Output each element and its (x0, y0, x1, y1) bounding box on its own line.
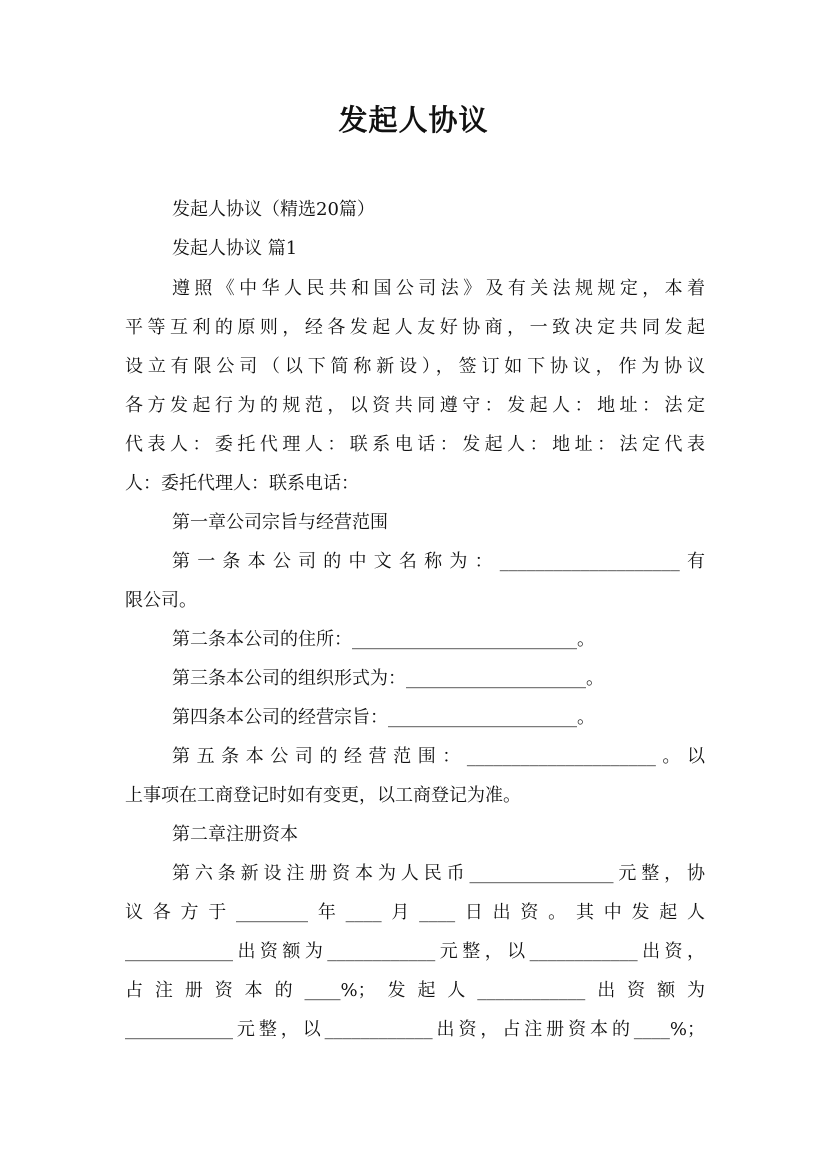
paragraph-line: 平等互利的原则，经各发起人友好协商，一致决定共同发起 (125, 317, 705, 338)
clause-line: 第三条本公司的组织形式为：____________________。 (172, 668, 604, 689)
paragraph-line: 遵照《中华人民共和国公司法》及有关法规规定，本着 (172, 278, 705, 299)
clause-line: 第六条新设注册资本为人民币________________元整，协 (172, 863, 705, 884)
paragraph-line: 代表人：委托代理人：联系电话：发起人：地址：法定代表 (125, 434, 705, 455)
section-heading: 发起人协议 篇1 (172, 238, 298, 259)
paragraph-line: 设立有限公司（以下简称新设），签订如下协议，作为协议 (125, 356, 705, 377)
paragraph-line: 人：委托代理人：联系电话： (125, 473, 359, 494)
clause-line: 第四条本公司的经营宗旨：_____________________。 (172, 707, 595, 728)
document-title: 发起人协议 (338, 103, 489, 137)
clause-line: 议各方于________年____月____日出资。其中发起人 (125, 902, 705, 923)
clause-line: 第二条本公司的住所：_________________________。 (172, 629, 595, 650)
clause-line: 上事项在工商登记时如有变更，以工商登记为准。 (125, 785, 521, 806)
clause-line: ____________出资额为____________元整，以____________出资， (125, 941, 705, 962)
clause-line: 占注册资本的____%；发起人____________出资额为 (125, 980, 705, 1001)
subtitle-line: 发起人协议（精选20篇） (172, 199, 375, 220)
clause-line: 限公司。 (125, 590, 197, 611)
clause-line: 第一条本公司的中文名称为：____________________有 (172, 551, 705, 572)
chapter-heading: 第一章公司宗旨与经营范围 (172, 512, 388, 533)
clause-line: 第五条本公司的经营范围：_____________________。以 (172, 746, 705, 767)
clause-line: ____________元整，以____________出资，占注册资本的____%； (125, 1019, 705, 1040)
paragraph-line: 各方发起行为的规范，以资共同遵守：发起人：地址：法定 (125, 395, 705, 416)
chapter-heading: 第二章注册资本 (172, 824, 298, 845)
